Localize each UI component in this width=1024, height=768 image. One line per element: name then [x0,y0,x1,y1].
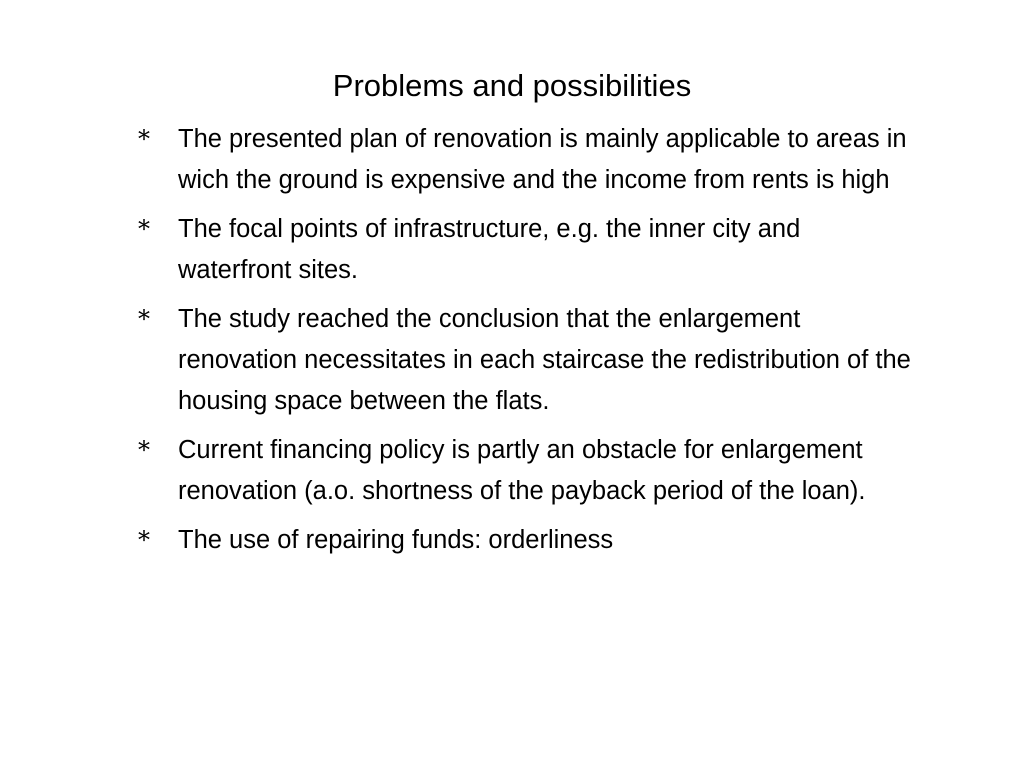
bullet-text: Current financing policy is partly an obstacle for enlargement renovation (a.o. shortness of the payback period of the loan). [178,436,866,505]
bullet-text: The focal points of infrastructure, e.g. the inner city and waterfront sites. [178,215,801,284]
bullet-text: The study reached the conclusion that the enlargement renovation necessitates in each staircase the redistribution of the housing space between the flats. [178,305,911,415]
asterisk-bullet-icon: * [138,305,150,333]
bullet-item [138,430,918,512]
bullet-item [138,520,918,561]
asterisk-bullet-icon: * [138,436,150,464]
asterisk-bullet-icon: * [138,215,150,243]
bullet-item [138,119,918,201]
bullet-text: The presented plan of renovation is mainly applicable to areas in wich the ground is expensive and the income from rents is high [178,125,907,194]
slide-title: Problems and possibilities [332,68,692,103]
bullet-item [138,209,918,291]
asterisk-bullet-icon: * [138,125,150,153]
bullet-list [138,119,918,569]
bullet-item [138,299,918,422]
bullet-text: The use of repairing funds: orderliness [178,526,614,554]
asterisk-bullet-icon: * [138,526,150,554]
